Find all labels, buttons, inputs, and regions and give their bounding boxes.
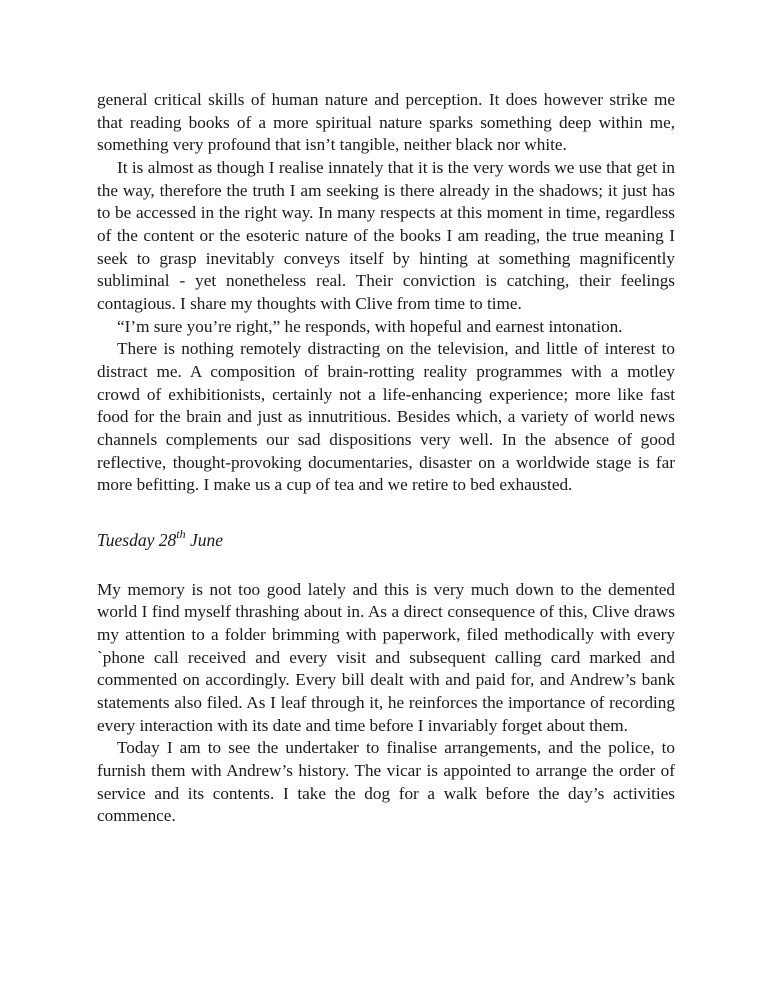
heading-day: Tuesday 28: [97, 529, 177, 550]
paragraph: Today I am to see the undertaker to finalise arrangements, and the police, to furnish them with Andrew’s history. The vicar is appointed to arrange the order of service and its contents. I take the dog for a walk before the day’s activities commence.: [97, 738, 675, 826]
paragraph: general critical skills of human nature and perception. It does however strike me that reading books of a more spiritual nature sparks something deep within me, something very profound that isn’t tangible, neither black nor white.: [97, 90, 675, 155]
paragraph: There is nothing remotely distracting on the television, and little of interest to distract me. A composition of brain-rotting reality programmes with a motley crowd of exhibitionists, certainly not a life-enhancing experience; more like fast food for the brain and just as innutritious. Besides which, a variety of world news channels complements our sad dispositions very well. In the absence of good reflective, thought-provoking documentaries, disaster on a worldwide stage is far more befitting. I make us a cup of tea and we retire to bed exhausted.: [97, 339, 675, 495]
diary-entry: [97, 579, 675, 828]
heading-month: June: [185, 529, 224, 550]
book-page: [97, 89, 675, 828]
paragraph: My memory is not too good lately and this is very much down to the demented world I find myself thrashing about in. As a direct consequence of this, Clive draws my attention to a folder brimming with paperwork, filed methodically with every `phone call received and every visit and subsequent calling card marked and commented on accordingly. Every bill dealt with and paid for, and Andrew’s bank statements also filed. As I leaf through it, he reinforces the importance of recording every interaction with its date and time before I invariably forget about them.: [97, 579, 675, 735]
diary-date-heading: [97, 526, 675, 551]
paragraph: It is almost as though I realise innately that it is the very words we use that get in the way, therefore the truth I am seeking is there already in the shadows; it just has to be accessed in the right way. In many respects at this moment in time, regardless of the content or the esoteric nature of the books I am reading, the true meaning I seek to grasp inevitably conveys itself by hinting at something magnificently subliminal - yet nonetheless real. Their conviction is catching, their feelings contagious. I share my thoughts with Clive from time to time.: [97, 157, 675, 313]
paragraph: “I’m sure you’re right,” he responds, with hopeful and earnest intonation.: [117, 316, 623, 336]
heading-ordinal: th: [176, 526, 186, 541]
diary-continuation: [97, 89, 675, 497]
